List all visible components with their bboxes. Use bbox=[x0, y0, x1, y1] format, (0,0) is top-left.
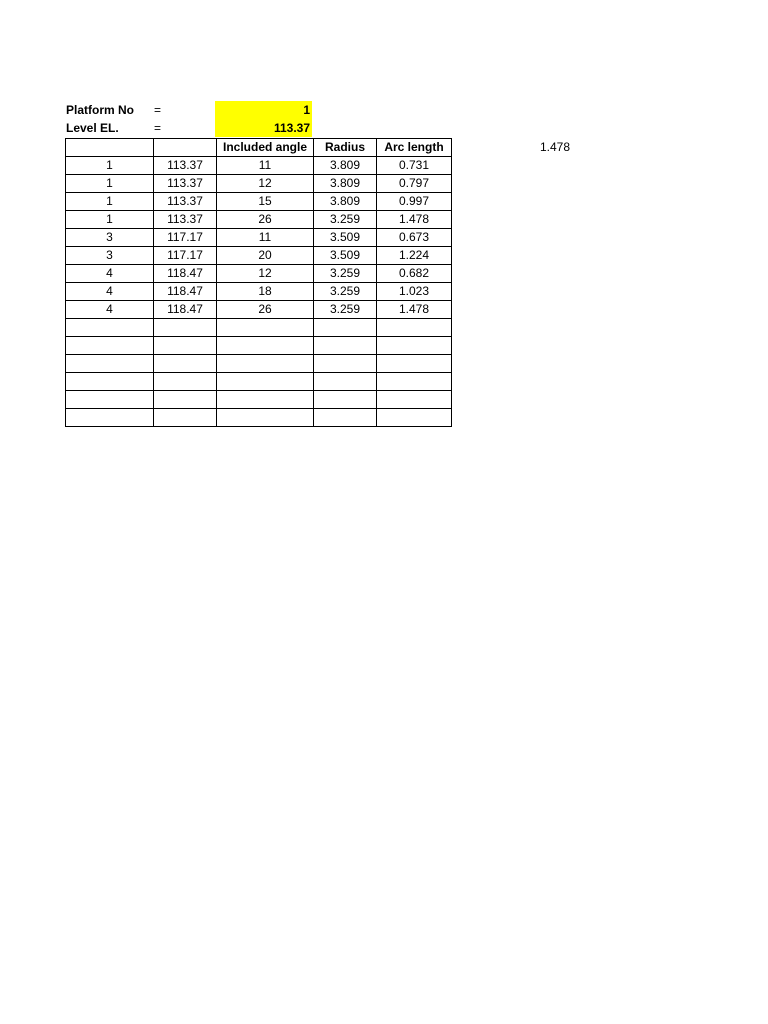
platform-no-row bbox=[65, 101, 315, 119]
cell-level[interactable]: 118.47 bbox=[154, 283, 217, 301]
level-el-equals: = bbox=[154, 121, 162, 135]
cell-arc-length[interactable]: 0.997 bbox=[377, 193, 452, 211]
table-row bbox=[66, 211, 452, 229]
cell-included-angle[interactable]: 20 bbox=[217, 247, 314, 265]
cell-radius[interactable]: 3.259 bbox=[314, 301, 377, 319]
cell-platform[interactable] bbox=[66, 391, 154, 409]
cell-included-angle[interactable]: 11 bbox=[217, 229, 314, 247]
cell-included-angle[interactable] bbox=[217, 373, 314, 391]
cell-platform[interactable]: 4 bbox=[66, 283, 154, 301]
cell-level[interactable]: 117.17 bbox=[154, 229, 217, 247]
cell-platform[interactable]: 1 bbox=[66, 211, 154, 229]
cell-level[interactable]: 118.47 bbox=[154, 301, 217, 319]
cell-platform[interactable]: 4 bbox=[66, 301, 154, 319]
table-row bbox=[66, 193, 452, 211]
table-row bbox=[66, 409, 452, 427]
cell-included-angle[interactable]: 15 bbox=[217, 193, 314, 211]
cell-included-angle[interactable]: 26 bbox=[217, 211, 314, 229]
cell-level[interactable]: 113.37 bbox=[154, 175, 217, 193]
cell-radius[interactable] bbox=[314, 391, 377, 409]
cell-arc-length[interactable]: 0.682 bbox=[377, 265, 452, 283]
header-platform[interactable] bbox=[66, 139, 154, 157]
cell-radius[interactable]: 3.809 bbox=[314, 193, 377, 211]
table-row bbox=[66, 337, 452, 355]
cell-level[interactable]: 113.37 bbox=[154, 211, 217, 229]
cell-platform[interactable]: 1 bbox=[66, 157, 154, 175]
cell-radius[interactable]: 3.809 bbox=[314, 175, 377, 193]
cell-radius[interactable]: 3.509 bbox=[314, 229, 377, 247]
cell-arc-length[interactable] bbox=[377, 319, 452, 337]
table-row bbox=[66, 265, 452, 283]
cell-platform[interactable] bbox=[66, 355, 154, 373]
cell-arc-length[interactable] bbox=[377, 409, 452, 427]
cell-arc-length[interactable]: 1.224 bbox=[377, 247, 452, 265]
cell-arc-length[interactable]: 0.731 bbox=[377, 157, 452, 175]
cell-level[interactable] bbox=[154, 355, 217, 373]
cell-level[interactable] bbox=[154, 319, 217, 337]
level-el-input[interactable]: 113.37 bbox=[215, 119, 312, 137]
cell-included-angle[interactable] bbox=[217, 409, 314, 427]
table-row bbox=[66, 301, 452, 319]
table-row bbox=[66, 391, 452, 409]
table-row bbox=[66, 355, 452, 373]
cell-included-angle[interactable] bbox=[217, 355, 314, 373]
cell-level[interactable] bbox=[154, 391, 217, 409]
platform-no-input[interactable]: 1 bbox=[215, 101, 312, 119]
level-el-row bbox=[65, 119, 315, 137]
cell-level[interactable] bbox=[154, 409, 217, 427]
cell-arc-length[interactable]: 1.478 bbox=[377, 211, 452, 229]
table-row bbox=[66, 229, 452, 247]
cell-level[interactable] bbox=[154, 337, 217, 355]
cell-included-angle[interactable]: 12 bbox=[217, 175, 314, 193]
cell-included-angle[interactable]: 12 bbox=[217, 265, 314, 283]
cell-included-angle[interactable]: 26 bbox=[217, 301, 314, 319]
cell-included-angle[interactable] bbox=[217, 337, 314, 355]
table-row bbox=[66, 247, 452, 265]
cell-radius[interactable] bbox=[314, 319, 377, 337]
cell-level[interactable]: 118.47 bbox=[154, 265, 217, 283]
cell-platform[interactable] bbox=[66, 373, 154, 391]
platform-no-label: Platform No bbox=[66, 103, 135, 117]
cell-level[interactable]: 117.17 bbox=[154, 247, 217, 265]
cell-level[interactable]: 113.37 bbox=[154, 193, 217, 211]
header-included-angle[interactable]: Included angle bbox=[217, 139, 314, 157]
cell-arc-length[interactable]: 1.478 bbox=[377, 301, 452, 319]
table-row bbox=[66, 157, 452, 175]
cell-level[interactable] bbox=[154, 373, 217, 391]
cell-level[interactable]: 113.37 bbox=[154, 157, 217, 175]
cell-arc-length[interactable] bbox=[377, 337, 452, 355]
cell-radius[interactable]: 3.509 bbox=[314, 247, 377, 265]
cell-radius[interactable]: 3.809 bbox=[314, 157, 377, 175]
cell-platform[interactable]: 4 bbox=[66, 265, 154, 283]
cell-platform[interactable] bbox=[66, 337, 154, 355]
header-arc-length[interactable]: Arc length bbox=[377, 139, 452, 157]
platform-no-equals: = bbox=[154, 103, 162, 117]
cell-arc-length[interactable]: 0.673 bbox=[377, 229, 452, 247]
cell-arc-length[interactable]: 0.797 bbox=[377, 175, 452, 193]
cell-included-angle[interactable]: 18 bbox=[217, 283, 314, 301]
cell-platform[interactable]: 1 bbox=[66, 175, 154, 193]
cell-radius[interactable] bbox=[314, 409, 377, 427]
cell-radius[interactable] bbox=[314, 337, 377, 355]
header-level[interactable] bbox=[154, 139, 217, 157]
cell-platform[interactable]: 3 bbox=[66, 247, 154, 265]
result-cell[interactable]: 1.478 bbox=[540, 140, 571, 154]
table-header-row bbox=[66, 139, 452, 157]
table-row bbox=[66, 283, 452, 301]
cell-radius[interactable]: 3.259 bbox=[314, 211, 377, 229]
cell-platform[interactable]: 1 bbox=[66, 193, 154, 211]
header-radius[interactable]: Radius bbox=[314, 139, 377, 157]
cell-platform[interactable]: 3 bbox=[66, 229, 154, 247]
cell-radius[interactable] bbox=[314, 373, 377, 391]
cell-radius[interactable]: 3.259 bbox=[314, 265, 377, 283]
level-el-label: Level EL. bbox=[66, 121, 119, 135]
cell-radius[interactable]: 3.259 bbox=[314, 283, 377, 301]
cell-arc-length[interactable] bbox=[377, 355, 452, 373]
cell-included-angle[interactable] bbox=[217, 391, 314, 409]
cell-radius[interactable] bbox=[314, 355, 377, 373]
table-row bbox=[66, 175, 452, 193]
cell-platform[interactable] bbox=[66, 319, 154, 337]
cell-arc-length[interactable] bbox=[377, 373, 452, 391]
arc-length-table bbox=[65, 138, 452, 427]
cell-arc-length[interactable] bbox=[377, 391, 452, 409]
table-row bbox=[66, 373, 452, 391]
cell-platform[interactable] bbox=[66, 409, 154, 427]
cell-included-angle[interactable] bbox=[217, 319, 314, 337]
table-row bbox=[66, 319, 452, 337]
cell-arc-length[interactable]: 1.023 bbox=[377, 283, 452, 301]
cell-included-angle[interactable]: 11 bbox=[217, 157, 314, 175]
